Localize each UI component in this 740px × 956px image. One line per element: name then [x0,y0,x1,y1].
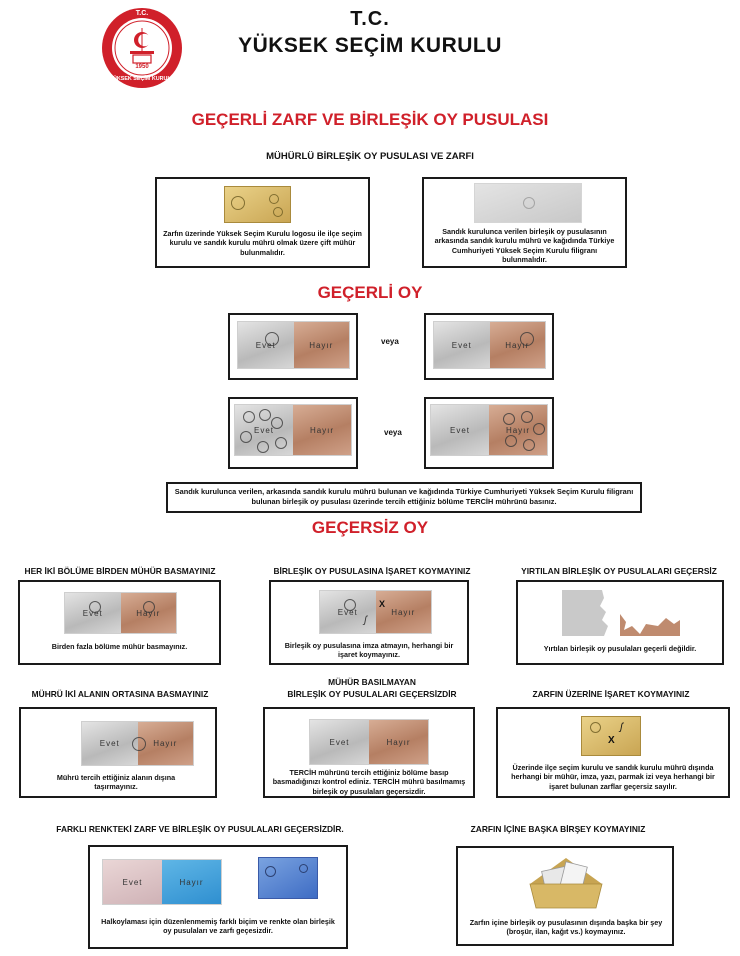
no-half [369,720,428,764]
valid-example-1 [228,313,358,380]
invalid-title: GEÇERSİZ OY [311,518,429,537]
invalid-heading-6: ZARFIN ÜZERİNE İŞARET KOYMAYINIZ [532,689,690,699]
yes-half [238,322,294,368]
invalid-panel-1 [18,580,221,665]
invalid-heading-5-line2: BİRLEŞİK OY PUSULALARI GEÇERSİZDİR [287,689,457,699]
ballot-back-image [474,183,582,223]
tercih-stamp [132,737,146,751]
no-label: Hayır [391,607,416,617]
valid-note-panel [166,482,642,513]
tercih-stamp [520,332,534,346]
invalid-caption-2: Birleşik oy pusulasına imza atmayın, herhangi bir işaret koymayınız. [284,641,454,660]
envelope-image [581,716,641,756]
no-label: Hayır [386,737,411,747]
yes-half [320,591,376,633]
tercih-stamp [259,409,271,421]
section-main-title: GEÇERLİ ZARF VE BİRLEŞİK OY PUSULASI [191,110,549,129]
invalid-caption-6: Üzerinde ilçe seçim kurulu ve sandık kurulu mührü dışında herhangi bir mühür, imza, yazı, parmak izi veya herhangi bir işaret bulunan zarflar geçersiz sayılır. [511,763,715,791]
tercih-stamp [240,431,252,443]
invalid-heading-7: FARKLI RENKTEKİ ZARF VE BİRLEŞİK OY PUSULALARI GEÇERSİZDİR. [56,824,344,834]
yes-label: Evet [449,425,470,435]
yes-label: Evet [82,608,103,618]
no-half [294,322,350,368]
logo-year: 1950 [135,64,149,70]
yes-label: Evet [253,425,274,435]
tercih-stamp [533,423,545,435]
yes-label: Evet [337,607,358,617]
invalid-heading-2: BİRLEŞİK OY PUSULASINA İŞARET KOYMAYINIZ [273,566,471,576]
logo-bottom-text: YÜKSEK SEÇİM KURULU [109,76,175,82]
ysk-logo [100,6,184,90]
valid-note-text: Sandık kurulunca verilen, arkasında sandık kurulu mührü bulunan ve kağıdında Türkiye Cumhuriyeti Yüksek Seçim Kurulu filigranı bulunan birleşik oy pusulası üzerinde tercih ettiğiniz bölüme TERCİH mührünü basınız. [174,487,634,506]
signature-scribble: ʃ [620,722,623,733]
valid-example-2 [424,313,554,380]
tercih-stamp [505,435,517,447]
valid-ballot-back-panel [422,177,627,268]
invalid-caption-7: Halkoylaması için düzenlenmemiş farklı biçim ve renkte olan birleşik oy pusulaları ve zarfı geçesizdir. [101,917,335,936]
invalid-panel-6 [496,707,730,798]
valid-example-3 [228,397,358,469]
invalid-caption-5: TERCİH mührünü tercih ettiğiniz bölüme basıp basmadığınızı kontrol ediniz. TERCİH mührü basılmamış birleşik oy pusulaları geçersizdir. [272,768,466,796]
invalid-heading-3: YIRTILAN BİRLEŞİK OY PUSULALARI GEÇERSİZ [521,566,717,576]
invalid-panel-7 [88,845,348,949]
tercih-stamp [503,413,515,425]
no-label: Hayır [505,425,531,435]
tercih-stamp [265,332,279,346]
no-label: Hayır [505,340,530,350]
tercih-stamp [257,441,269,453]
valid-title: GEÇERLİ OY [317,283,423,302]
x-mark: X [608,735,615,746]
yes-label: Evet [451,340,472,350]
header-line1: T.C. [350,8,390,30]
no-label: Hayır [153,739,178,748]
header-line2: YÜKSEK SEÇİM KURULU [238,34,502,57]
yes-half [103,860,162,904]
no-half [490,322,546,368]
invalid-panel-2 [269,580,469,665]
yes-half [65,593,121,633]
yes-half [431,405,489,455]
or-label-2: veya [384,428,402,437]
invalid-heading-8: ZARFIN İÇİNE BAŞKA BİRŞEY KOYMAYINIZ [470,824,646,834]
open-envelope-image [526,854,606,910]
valid-envelope-panel [155,177,370,268]
x-mark: X [379,599,386,609]
tercih-stamp [275,437,287,449]
no-label: Hayır [309,425,335,435]
yes-label: Evet [99,739,120,748]
envelope-caption: Zarfın üzerinde Yüksek Seçim Kurulu logosu ile ilçe seçim kurulu ve sandık kurulu mührü olmak üzere çift mühür bulunmalıdır. [163,229,362,257]
invalid-panel-5 [263,707,475,798]
no-label: Hayır [136,608,161,618]
logo-top-text: T.C. [135,10,149,17]
blue-envelope-image [258,857,318,899]
tercih-stamp [523,439,535,451]
no-half [121,593,177,633]
invalid-caption-8: Zarfın içine birleşik oy pusulasının dışında başka bir şey (broşür, ilan, kağıt vs.) koymayınız. [469,918,663,937]
tercih-stamp [89,601,101,613]
yes-label: Evet [329,737,350,747]
yes-half [310,720,369,764]
invalid-panel-8 [456,846,674,946]
yes-label: Evet [255,340,276,350]
yes-half [82,722,138,765]
tercih-stamp [271,417,283,429]
no-label: Hayır [179,877,204,887]
invalid-caption-1: Birden fazla bölüme mühür basmayınız. [51,642,188,651]
no-half [376,591,432,633]
invalid-panel-3 [516,580,724,665]
tercih-stamp [521,411,533,423]
invalid-heading-1: HER İKİ BÖLÜME BİRDEN MÜHÜR BASMAYINIZ [24,566,216,576]
envelope-image [224,186,291,223]
yes-half [434,322,490,368]
yes-label: Evet [122,877,143,887]
ballot-back-caption: Sandık kurulunca verilen birleşik oy pusulasının arkasında sandık kurulu mührü ve kağıdında Türkiye Cumhuriyeti Yüksek Seçim Kurulu filigranı bulunmalıdır. [434,227,615,265]
invalid-heading-4: MÜHRÜ İKİ ALANIN ORTASINA BASMAYINIZ [31,689,209,699]
no-label: Hayır [309,340,334,350]
no-half [162,860,221,904]
tercih-stamp [344,599,356,611]
no-half [293,405,351,455]
signature-scribble: ʃ [364,615,367,626]
valid-example-4 [424,397,554,469]
or-label-1: veya [381,337,399,346]
invalid-caption-4: Mührü tercih ettiğiniz alanın dışına taşırmayınız. [56,773,176,792]
tercih-stamp [243,411,255,423]
invalid-heading-5-line1: MÜHÜR BASILMAYAN [328,677,416,687]
section-main-subtitle: MÜHÜRLÜ BİRLEŞİK OY PUSULASI VE ZARFI [266,151,474,162]
torn-ballot-image [562,590,680,636]
tercih-stamp [143,601,155,613]
invalid-panel-4 [19,707,217,798]
invalid-caption-3: Yırtılan birleşik oy pusulaları geçerli değildir. [543,644,697,653]
